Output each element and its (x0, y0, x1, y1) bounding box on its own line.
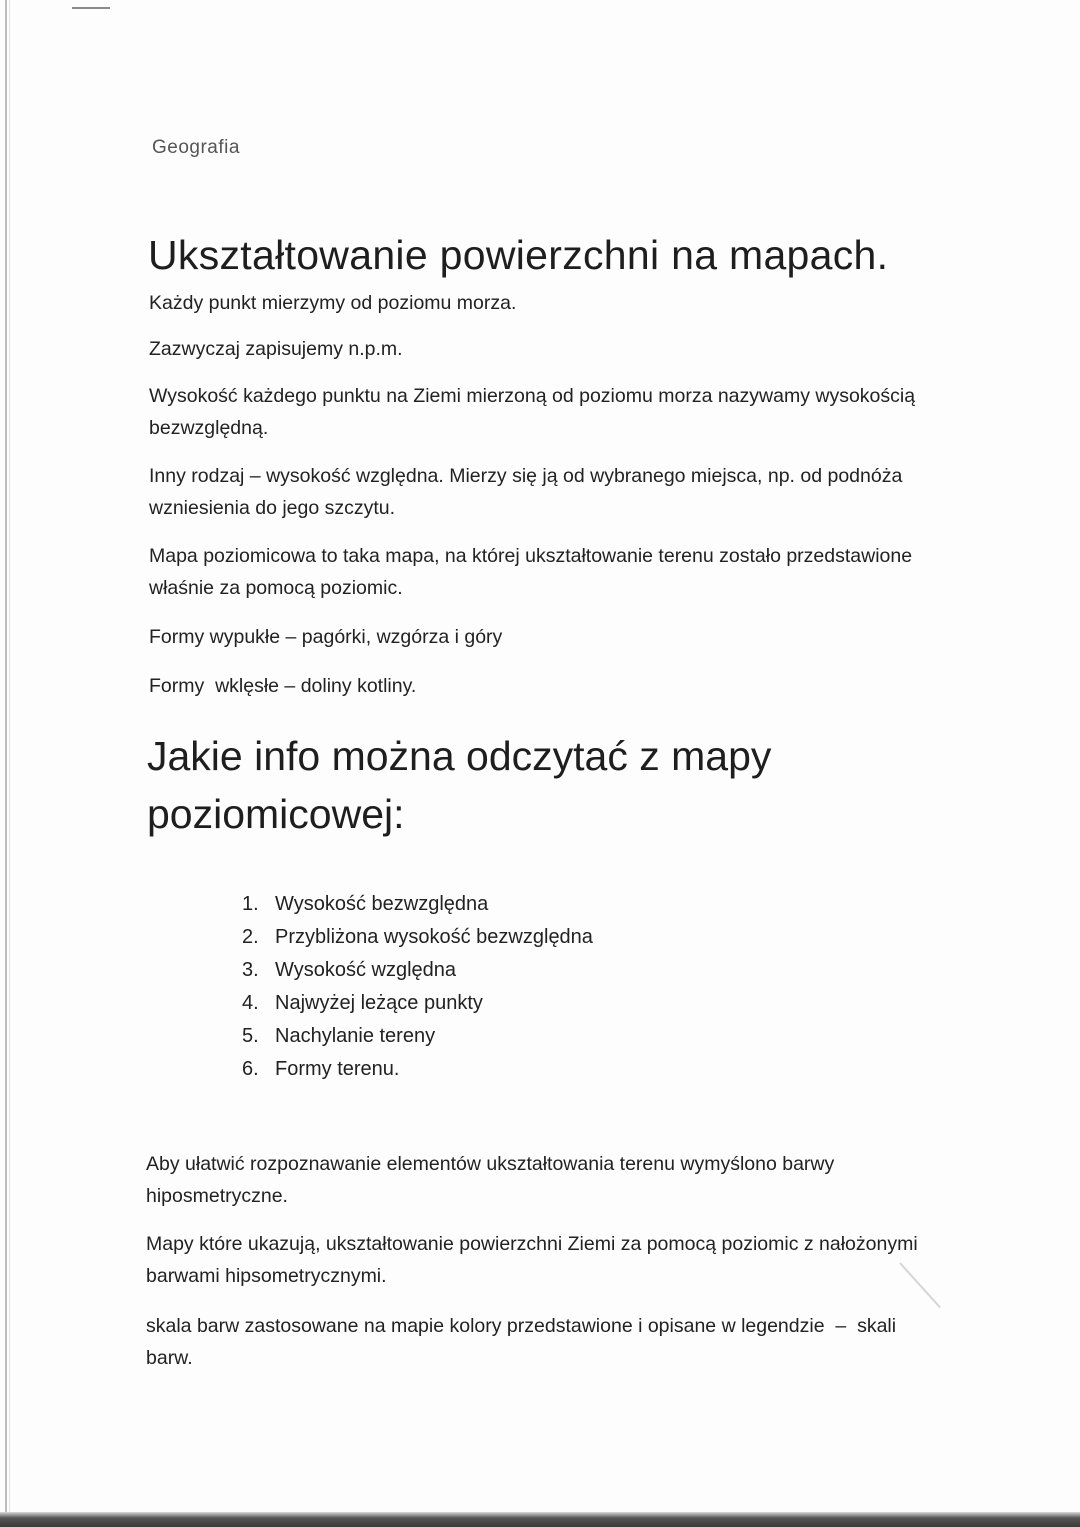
list-item: 4. Najwyżej leżące punkty (242, 992, 483, 1014)
paragraph-convex-forms: Formy wypukłe – pagórki, wzgórza i góry (149, 626, 503, 648)
paragraph-color-scale: skala barw zastosowane na mapie kolory przedstawione i opisane w legendzie – skali barw. (146, 1315, 902, 1369)
scan-edge-left-inner (9, 0, 10, 1527)
paragraph-contour-map: Mapa poziomicowa to taka mapa, na której ukształtowanie terenu zostało przedstawione właśnie za pomocą poziomic. (149, 545, 913, 599)
paragraph-hypsometric-maps: Mapy które ukazują, ukształtowanie powierzchni Ziemi za pomocą poziomic z nałożonymi barwami hipsometrycznymi. (146, 1233, 918, 1287)
info-list (242, 888, 593, 1086)
paragraph-hypsometric-colors: Aby ułatwić rozpoznawanie elementów ukształtowania terenu wymyślono barwy hiposmetryczne. (146, 1153, 835, 1207)
subject-label: Geografia (152, 137, 240, 158)
list-item: 1. Wysokość bezwzględna (242, 893, 489, 915)
section-title-main: Ukształtowanie powierzchni na mapach. (148, 232, 889, 278)
paragraph-relative-height: Inny rodzaj – wysokość względna. Mierzy się ją od wybranego miejsca, np. od podnóża wzniesienia do jego szczytu. (149, 465, 903, 519)
paragraph-absolute-height: Wysokość każdego punktu na Ziemi mierzoną od poziomu morza nazywamy wysokością bezwzględną. (149, 385, 916, 439)
section-title-info: Jakie info można odczytać z mapy poziomicowej: (147, 733, 772, 837)
list-item: 2. Przybliżona wysokość bezwzględna (242, 926, 593, 948)
list-item: 5. Nachylanie tereny (242, 1025, 436, 1047)
scan-mark-top (72, 7, 110, 9)
list-item: 3. Wysokość względna (242, 959, 457, 981)
paragraph-npm: Zazwyczaj zapisujemy n.p.m. (149, 338, 403, 360)
list-item: 6. Formy terenu. (242, 1058, 400, 1080)
scan-edge-left (5, 0, 7, 1527)
scan-edge-bottom (0, 1512, 1080, 1527)
paragraph-sea-level: Każdy punkt mierzymy od poziomu morza. (149, 292, 517, 314)
paragraph-concave-forms: Formy wklęsłe – doliny kotliny. (149, 675, 417, 697)
